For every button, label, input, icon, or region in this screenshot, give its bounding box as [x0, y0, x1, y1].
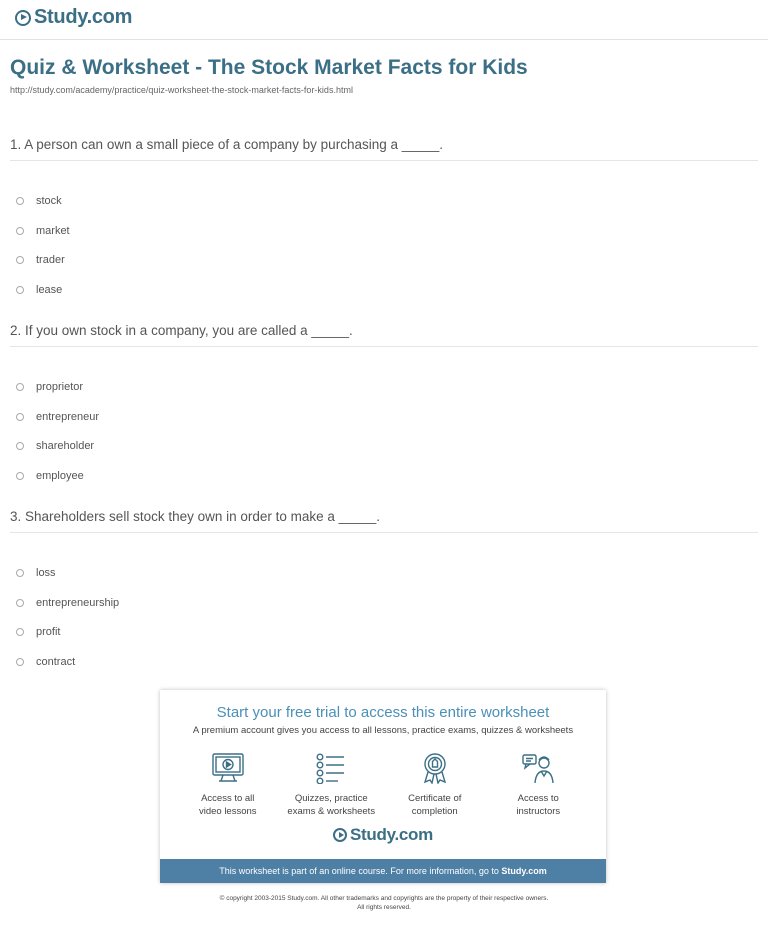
- video-lesson-icon: [211, 752, 245, 784]
- play-logo-icon: [15, 10, 31, 26]
- feature-label-1: Access to: [517, 793, 559, 804]
- option-label: loss: [36, 566, 56, 579]
- radio-icon[interactable]: [16, 383, 24, 391]
- radio-icon[interactable]: [16, 599, 24, 607]
- top-bar: [0, 0, 768, 40]
- question-2: [10, 323, 758, 491]
- play-logo-icon: [333, 828, 347, 842]
- feature-label-1: Quizzes, practice: [294, 793, 368, 804]
- study-logo[interactable]: [15, 6, 132, 29]
- option-label: contract: [36, 655, 76, 668]
- promo-study-logo[interactable]: [160, 825, 606, 845]
- feature-instructors: [490, 752, 586, 818]
- question-3: [10, 509, 758, 677]
- answer-option[interactable]: [10, 431, 758, 461]
- answer-option[interactable]: [10, 216, 758, 246]
- feature-label-2: video lessons: [198, 806, 257, 817]
- radio-icon[interactable]: [16, 286, 24, 294]
- question-text: 1. A person can own a small piece of a company by purchasing a _____.: [10, 137, 758, 161]
- option-label: employee: [36, 469, 84, 482]
- option-label: entrepreneur: [36, 410, 99, 423]
- promo-features: [160, 752, 606, 818]
- feature-label-2: exams & worksheets: [287, 806, 376, 817]
- copyright-notice: [0, 894, 768, 912]
- radio-icon[interactable]: [16, 569, 24, 577]
- instructor-icon: [521, 752, 555, 784]
- radio-icon[interactable]: [16, 658, 24, 666]
- feature-label-2: completion: [411, 806, 458, 817]
- logo-text: Study.com: [350, 825, 433, 844]
- feature-label-2: instructors: [516, 806, 561, 817]
- radio-icon[interactable]: [16, 442, 24, 450]
- option-label: shareholder: [36, 440, 95, 453]
- feature-certificate: [387, 752, 483, 818]
- answer-option[interactable]: [10, 275, 758, 305]
- answer-option[interactable]: [10, 372, 758, 402]
- radio-icon[interactable]: [16, 227, 24, 235]
- free-trial-promo: [160, 690, 606, 883]
- answer-option[interactable]: [10, 647, 758, 677]
- promo-footer-bar: [160, 859, 606, 883]
- option-label: entrepreneurship: [36, 596, 120, 609]
- feature-label-1: Certificate of: [408, 793, 462, 804]
- question-text: 2. If you own stock in a company, you are called a _____.: [10, 323, 758, 347]
- answer-option[interactable]: [10, 558, 758, 588]
- option-label: proprietor: [36, 380, 84, 393]
- answer-options: [10, 558, 758, 677]
- feature-label-1: Access to all: [201, 793, 255, 804]
- answer-option[interactable]: [10, 186, 758, 216]
- answer-option[interactable]: [10, 245, 758, 275]
- radio-icon[interactable]: [16, 628, 24, 636]
- promo-heading[interactable]: Start your free trial to access this entire worksheet: [216, 704, 550, 721]
- study-link[interactable]: Study.com: [501, 866, 547, 876]
- question-text: 3. Shareholders sell stock they own in order to make a _____.: [10, 509, 758, 533]
- promo-subheading: A premium account gives you access to all lessons, practice exams, quizzes & worksheets: [192, 725, 574, 736]
- copyright-line-1: © copyright 2003-2015 Study.com. All other trademarks and copyrights are the property of their respective owners.: [219, 895, 549, 902]
- radio-icon[interactable]: [16, 472, 24, 480]
- option-label: profit: [36, 626, 61, 639]
- option-label: lease: [36, 283, 63, 296]
- promo-footer-text: This worksheet is part of an online course. For more information, go to: [219, 866, 502, 876]
- answer-option[interactable]: [10, 588, 758, 618]
- answer-option[interactable]: [10, 617, 758, 647]
- quiz-list-icon: [314, 752, 348, 784]
- feature-video-lessons: [180, 752, 276, 818]
- answer-options: [10, 372, 758, 491]
- logo-text: Study.com: [34, 6, 133, 28]
- option-label: market: [36, 224, 70, 237]
- certificate-icon: [418, 752, 452, 784]
- answer-option[interactable]: [10, 461, 758, 491]
- option-label: stock: [36, 194, 62, 207]
- radio-icon[interactable]: [16, 413, 24, 421]
- question-1: [10, 137, 758, 305]
- radio-icon[interactable]: [16, 256, 24, 264]
- page-title: Quiz & Worksheet - The Stock Market Facts for Kids: [10, 56, 528, 79]
- copyright-line-2: All rights reserved.: [357, 904, 411, 911]
- page-url: http://study.com/academy/practice/quiz-worksheet-the-stock-market-facts-for-kids.html: [10, 85, 353, 95]
- option-label: trader: [36, 254, 65, 267]
- answer-option[interactable]: [10, 402, 758, 432]
- answer-options: [10, 186, 758, 305]
- feature-quizzes: [283, 752, 379, 818]
- radio-icon[interactable]: [16, 197, 24, 205]
